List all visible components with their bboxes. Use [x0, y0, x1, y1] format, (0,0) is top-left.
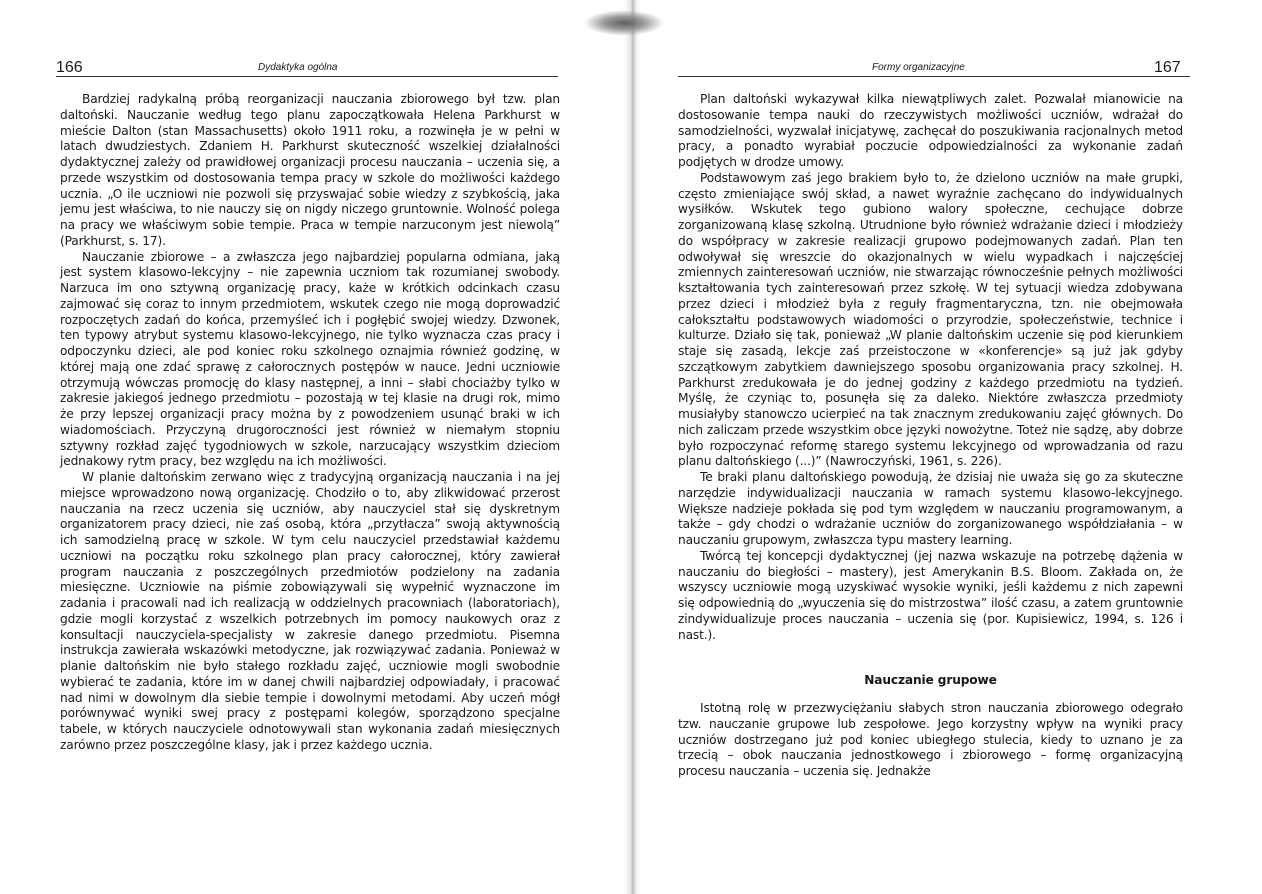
paragraph: Podstawowym zaś jego brakiem było to, że dzielono uczniów na małe grupki, często zmieniające swój skład, a nawet wyraźnie zachęcano do indywidualnych wysiłków. Wskutek tego gubiono walory społeczne, cechujące dobrze zorganizowaną klasę szkolną. Utrudnione było również wdrażanie dzieci i młodzieży do współpracy w zakresie realizacji grupowo podejmowanych zadań. Plan ten odwoływał się wreszcie do okazjonalnych w wielu wypadkach i najczęściej zmiennych zainteresowań uczniów, nie stwarzając równocześnie pełnych możliwości kształtowania tych zainteresowań przez szkołę. W tej sytuacji wiedza zdobywana przez dzieci i młodzież była z reguły fragmentaryczna, tzn. nie obejmowała całokształtu podstawowych wiadomości o przyrodzie, społeczeństwie, technice i kulturze. Działo się tak, ponieważ „W planie daltońskim uczenie się pod kierunkiem staje się zasadą, lekcje zaś przeistoczone w «konferencje» są już jak gdyby szczątkowym zabytkiem dawniejszego sposobu organizowania pracy szkolnej. H. Parkhurst zredukowała je do jednej godziny z każdego przedmiotu na tydzień. Myślę, że czyniąc to, posunęła się za daleko. Niektóre zwłaszcza przedmioty musiałyby stanowczo ucierpieć na tak znacznym zredukowaniu zajęć głównych. Do nich zaliczam przede wszystkim obce języki nowożytne. Toteż nie sądzę, aby dobrze było rozpoczynać reformę starego systemu lekcyjnego od wprowadzania od razu planu daltońskiego (...)” (Nawroczyński, 1961, s. 226).	[678, 170, 1183, 469]
paragraph: Bardziej radykalną próbą reorganizacji nauczania zbiorowego był tzw. plan daltoński. Nauczanie według tego planu zapoczątkowała Helena Parkhurst w mieście Dalton (stan Massachusetts) około 1911 roku, a rozwinęła je w pełni w latach dwudziestych. Zdaniem H. Parkhurst skuteczność wszelkiej działalności dydaktycznej zależy od prawidłowej organizacji procesu nauczania – uczenia się, a przede wszystkim od dostosowania tempa pracy w szkole do możliwości każdego ucznia. „O ile uczniowi nie pozwoli się przyswajać sobie wiedzy z szybkością, jaka jemu jest właściwa, to nie nauczy się on nigdy niczego gruntownie. Wolność polega na pracy we właściwym sobie tempie. Praca w tempie narzuconym jest niewolą” (Parkhurst, s. 17).	[60, 92, 560, 248]
right-page-header	[1154, 56, 1181, 78]
section-heading: Nauczanie grupowe	[864, 673, 997, 688]
left-page	[0, 0, 630, 894]
page-number: 166	[56, 59, 83, 76]
left-page-header	[56, 56, 83, 78]
paragraph: Plan daltoński wykazywał kilka niewątpliwych zalet. Pozwalał mianowicie na dostosowanie tempa nauki do rzeczywistych możliwości uczniów, wdrażał do samodzielności, wyzwalał inicjatywę, zachęcał do poszukiwania racjonalnych metod pracy, a ponadto wyrabiał poczucie odpowiedzialności za wykonanie zadań podjętych w drodze umowy.	[678, 92, 1183, 169]
left-text-block	[60, 92, 560, 754]
paragraph: Te braki planu daltońskiego powodują, że dzisiaj nie uważa się go za skuteczne narzędzie indywidualizacji nauczania w ramach systemu klasowo-lekcyjnego. Większe nadzieje pokłada się pod tym względem w nauczaniu programowanym, a także – gdy chodzi o wdrażanie uczniów do zorganizowanego współdziałania – w nauczaniu grupowym, zwłaszcza typu mastery learning.	[678, 470, 1183, 547]
running-head: Dydaktyka ogólna	[258, 62, 338, 73]
paragraph: Istotną rolę w przezwyciężaniu słabych stron nauczania zbiorowego odegrało tzw. nauczanie grupowe lub zespołowe. Jego korzystny wpływ na wyniki pracy uczniów dostrzegano już pod koniec ubiegłego stulecia, kiedy to uznano je za trzecią – obok nauczania jednostkowego i zbiorowego – formę organizacyjną procesu nauczania – uczenia się. Jednakże	[678, 701, 1183, 778]
paragraph: Twórcą tej koncepcji dydaktycznej (jej nazwa wskazuje na potrzebę dążenia w nauczaniu do biegłości – mastery), jest Amerykanin B.S. Bloom. Zakłada on, że wszyscy uczniowie mogą uzyskiwać wysokie wyniki, jeśli każdemu z nich zapewni się odpowiednią do „wyuczenia się do mistrzostwa” ilość czasu, a zatem gruntownie zindywidualizuje proces nauczania – uczenia się (por. Kupisiewicz, 1994, s. 126 i nast.).	[678, 548, 1183, 642]
section-spacer	[678, 689, 1183, 701]
section-spacer	[678, 643, 1183, 673]
running-head: Formy organizacyjne	[872, 62, 965, 73]
paragraph: W planie daltońskim zerwano więc z tradycyjną organizacją nauczania i na jej miejsce wprowadzono nową organizację. Chodziło o to, aby zlikwidować przerost nauczania na rzecz uczenia się uczniów, aby nauczyciel stał się dyskretnym organizatorem pracy dzieci, nie zaś osobą, która „przytłacza” swoją aktywnością ich samodzielną pracę w szkole. W tym celu nauczyciel przedstawiał każdemu uczniowi na początku roku szkolnego plan pracy całorocznej, który zawierał program nauczania z poszczególnych przedmiotów podzielony na zadania miesięczne. Uczniowie na piśmie zobowiązywali się wypełnić wyznaczone im zadania i pracowali nad ich realizacją w oddzielnych pracowniach (laboratoriach), gdzie mogli korzystać z wszelkich potrzebnych im pomocy naukowych oraz z konsultacji nauczyciela-specjalisty w zakresie danego przedmiotu. Pisemna instrukcja zawierała wskazówki metodyczne, jak rozwiązywać zadania. Ponieważ w planie daltońskim nie było stałego rozkładu zajęć, uczniowie mogli swobodnie wybierać te zadania, które im w danej chwili najbardziej odpowiadały, i pracować nad nimi w dowolnym dla siebie tempie i dowolnymi metodami. Aby uczeń mógł porównywać wyniki swej pracy z postępami kolegów, sporządzono specjalne tabele, w których nauczyciele odnotowywali stan wykonania zadań miesięcznych zarówno przez poszczególne klasy, jak i przez każdego ucznia.	[60, 470, 560, 752]
paragraph: Nauczanie zbiorowe – a zwłaszcza jego najbardziej popularna odmiana, jaką jest system klasowo-lekcyjny – nie zapewnia uczniom tak rozumianej swobody. Narzuca im ono sztywną organizację pracy, każe w krótkich odcinkach czasu zajmować się coraz to innym przedmiotem, wskutek czego nie mogą doprowadzić rozpoczętych zadań do końca, przemyśleć ich i pogłębić swojej wiedzy. Dzwonek, ten typowy atrybut systemu klasowo-lekcyjnego, nie tylko wyznacza czas pracy i odpoczynku dzieci, ale pod koniec roku szkolnego oznajmia również godzinę, w której mają one zdać sprawę z całorocznych postępów w nauce. Jedni uczniowie otrzymują wówczas promocję do klasy następnej, a inni – słabi chociażby tylko w zakresie jakiegoś jednego przedmiotu – pozostają w tej klasie na drugi rok, mimo że przy lepszej organizacji pracy można by z powodzeniem usunąć braki w ich wiadomościach. Przyczyną drugoroczności jest również w niemałym stopniu sztywny rozkład zajęć tygodniowych w szkole, narzucający wszystkim dzieciom jednakowy rytm pracy, bez względu na ich możliwości.	[60, 249, 560, 469]
header-rule	[56, 76, 558, 77]
right-page	[632, 0, 1262, 894]
header-rule	[678, 76, 1190, 77]
page-number: 167	[1154, 59, 1181, 76]
right-text-block	[678, 92, 1183, 780]
